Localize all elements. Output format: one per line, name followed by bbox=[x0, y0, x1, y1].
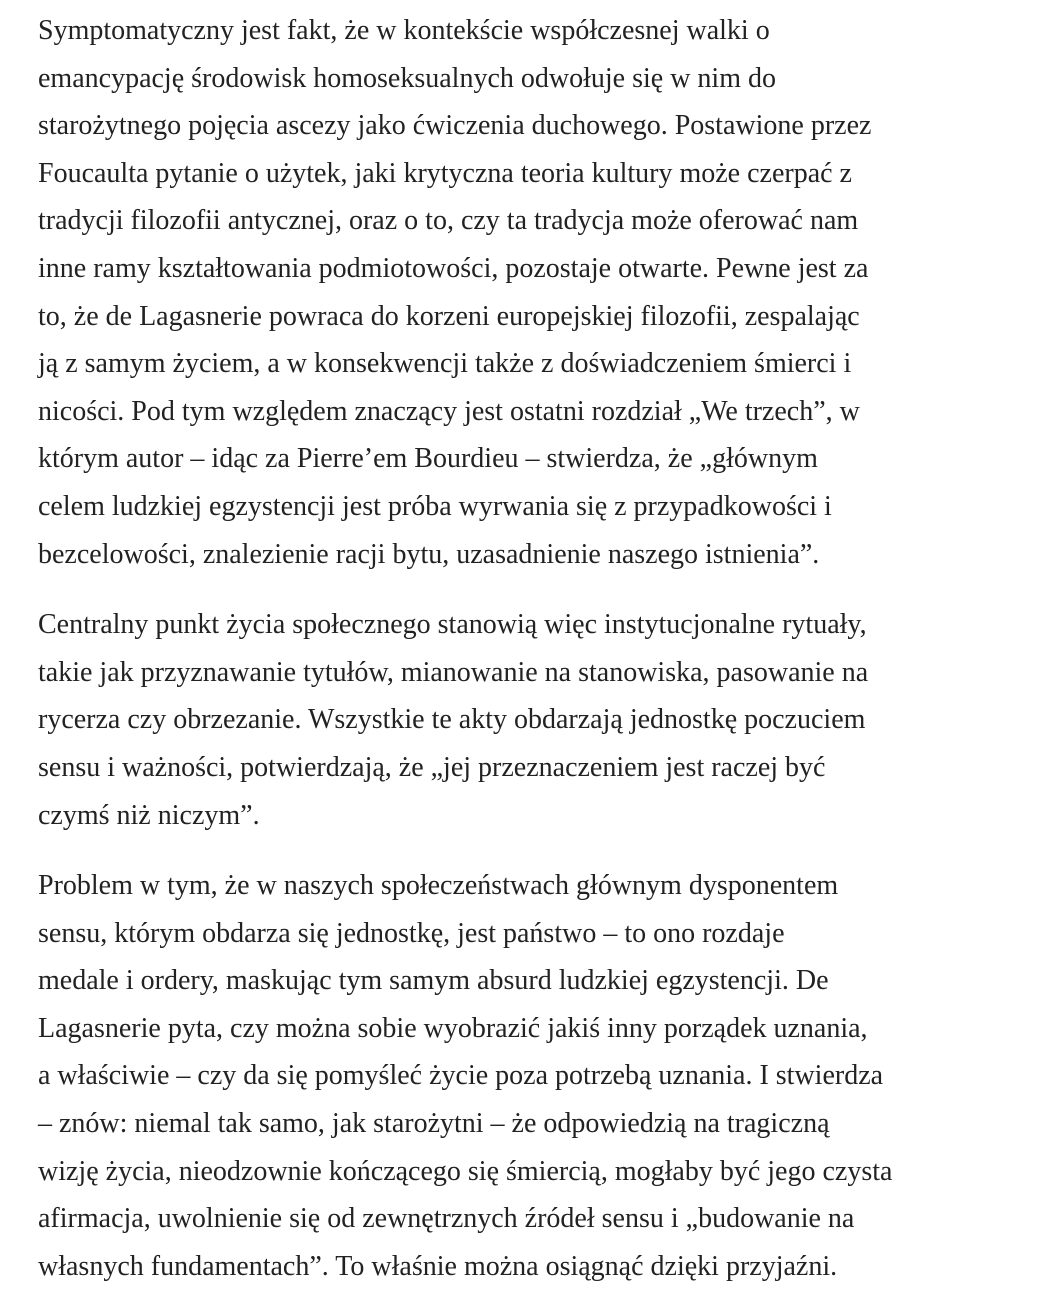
text-line: to, że de Lagasnerie powraca do korzeni europejskiej filozofii, zespalając bbox=[38, 300, 860, 332]
text-line: rycerza czy obrzezanie. Wszystkie te akty obdarzają jednostkę poczuciem bbox=[38, 704, 866, 736]
article-body bbox=[38, 7, 1028, 1313]
text-line: czymś niż niczym”. bbox=[38, 799, 260, 831]
paragraph-1 bbox=[38, 7, 1028, 578]
text-line: nicości. Pod tym względem znaczący jest ostatni rozdział „We trzech”, w bbox=[38, 395, 860, 427]
text-line: sensu i ważności, potwierdzają, że „jej przeznaczeniem jest raczej być bbox=[38, 751, 826, 783]
text-line: starożytnego pojęcia ascezy jako ćwiczenia duchowego. Postawione przez bbox=[38, 110, 872, 142]
text-line: medale i ordery, maskując tym samym absurd ludzkiej egzystencji. De bbox=[38, 965, 829, 997]
text-line: celem ludzkiej egzystencji jest próba wyrwania się z przypadkowości i bbox=[38, 490, 832, 522]
text-line: Symptomatyczny jest fakt, że w kontekście współczesnej walki o bbox=[38, 15, 770, 46]
text-line: – znów: niemal tak samo, jak starożytni – że odpowiedzią na tragiczną bbox=[38, 1108, 830, 1140]
text-line: emancypację środowisk homoseksualnych odwołuje się w nim do bbox=[38, 62, 776, 94]
text-line: Lagasnerie pyta, czy można sobie wyobrazić jakiś inny porządek uznania, bbox=[38, 1012, 868, 1044]
text-line: sensu, którym obdarza się jednostkę, jest państwo – to ono rozdaje bbox=[38, 917, 785, 949]
text-line: inne ramy kształtowania podmiotowości, pozostaje otwarte. Pewne jest za bbox=[38, 252, 869, 284]
text-line: Foucaulta pytanie o użytek, jaki krytyczna teoria kultury może czerpać z bbox=[38, 157, 852, 189]
text-line: wizję życia, nieodzownie kończącego się śmiercią, mogłaby być jego czysta bbox=[38, 1155, 893, 1187]
text-line: bezcelowości, znalezienie racji bytu, uzasadnienie naszego istnienia”. bbox=[38, 538, 820, 570]
text-line: Centralny punkt życia społecznego stanowią więc instytucjonalne rytuały, bbox=[38, 609, 867, 641]
paragraph-2 bbox=[38, 601, 1028, 839]
text-line: Problem w tym, że w naszych społeczeństwach głównym dysponentem bbox=[38, 870, 839, 902]
paragraph-3 bbox=[38, 862, 1028, 1290]
text-line: tradycji filozofii antycznej, oraz o to, czy ta tradycja może oferować nam bbox=[38, 205, 859, 237]
text-line: afirmacja, uwolnienie się od zewnętrznych źródeł sensu i „budowanie na bbox=[38, 1203, 855, 1235]
text-line: a właściwie – czy da się pomyśleć życie poza potrzebą uznania. I stwierdza bbox=[38, 1060, 884, 1092]
text-line: którym autor – idąc za Pierre’em Bourdieu – stwierdza, że „głównym bbox=[38, 443, 818, 475]
text-line: takie jak przyznawanie tytułów, mianowanie na stanowiska, pasowanie na bbox=[38, 656, 869, 688]
text-line: własnych fundamentach”. To właśnie można osiągnąć dzięki przyjaźni. bbox=[38, 1250, 838, 1282]
text-line: ją z samym życiem, a w konsekwencji także z doświadczeniem śmierci i bbox=[38, 348, 852, 380]
